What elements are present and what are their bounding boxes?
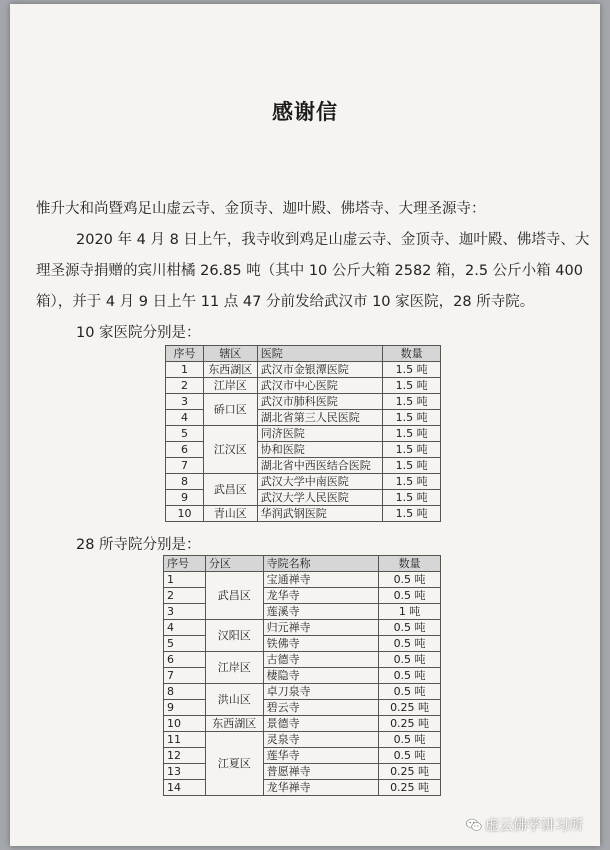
cell-district: 东西湖区	[205, 716, 263, 732]
cell-temple: 碧云寺	[263, 700, 378, 716]
wechat-icon	[466, 818, 482, 832]
header-index: 序号	[166, 346, 204, 362]
table-row	[164, 684, 441, 700]
cell-quantity: 0.5 吨	[379, 572, 441, 588]
cell-district: 汉阳区	[205, 620, 263, 652]
watermark	[466, 815, 583, 835]
header-district: 辖区	[203, 346, 257, 362]
cell-district: 江夏区	[205, 732, 263, 796]
cell-index: 5	[164, 636, 206, 652]
salutation: 惟升大和尚暨鸡足山虚云寺、金顶寺、迦叶殿、佛塔寺、大理圣源寺：	[36, 201, 486, 217]
cell-hospital: 湖北省中西医结合医院	[257, 458, 382, 474]
table-row	[164, 636, 441, 652]
cell-index: 10	[166, 506, 204, 522]
table-row	[166, 506, 441, 522]
header-quantity: 数量	[383, 346, 441, 362]
cell-quantity: 1.5 吨	[383, 490, 441, 506]
cell-temple: 归元禅寺	[263, 620, 378, 636]
cell-temple: 普愿禅寺	[263, 764, 378, 780]
table-row	[164, 588, 441, 604]
cell-index: 3	[164, 604, 206, 620]
cell-index: 11	[164, 732, 206, 748]
cell-district: 青山区	[203, 506, 257, 522]
cell-index: 5	[166, 426, 204, 442]
cell-quantity: 0.5 吨	[379, 732, 441, 748]
cell-district: 东西湖区	[203, 362, 257, 378]
table-row	[164, 652, 441, 668]
cell-index: 7	[166, 458, 204, 474]
cell-temple: 卓刀泉寺	[263, 684, 378, 700]
cell-quantity: 0.5 吨	[379, 748, 441, 764]
cell-index: 1	[164, 572, 206, 588]
cell-temple: 宝通禅寺	[263, 572, 378, 588]
cell-index: 2	[166, 378, 204, 394]
cell-hospital: 武汉大学人民医院	[257, 490, 382, 506]
watermark-text: 虚云佛学讲习所	[485, 818, 583, 834]
cell-index: 6	[164, 652, 206, 668]
cell-temple: 莲溪寺	[263, 604, 378, 620]
cell-district: 武昌区	[205, 572, 263, 620]
cell-quantity: 0.25 吨	[379, 700, 441, 716]
cell-hospital: 武汉市中心医院	[257, 378, 382, 394]
cell-district: 江汉区	[203, 426, 257, 474]
cell-index: 8	[166, 474, 204, 490]
temple-table	[163, 555, 441, 796]
table-row	[164, 748, 441, 764]
temple-intro: 28 所寺院分别是：	[76, 537, 201, 553]
cell-temple: 铁佛寺	[263, 636, 378, 652]
cell-quantity: 1.5 吨	[383, 506, 441, 522]
table-row	[164, 668, 441, 684]
cell-index: 4	[164, 620, 206, 636]
temple-header-row	[164, 556, 441, 572]
table-row	[164, 716, 441, 732]
cell-district: 江岸区	[203, 378, 257, 394]
cell-index: 13	[164, 764, 206, 780]
cell-quantity: 0.25 吨	[379, 764, 441, 780]
cell-quantity: 0.5 吨	[379, 684, 441, 700]
cell-temple: 景德寺	[263, 716, 378, 732]
hospital-intro: 10 家医院分别是：	[76, 325, 201, 341]
cell-quantity: 1.5 吨	[383, 362, 441, 378]
cell-index: 4	[166, 410, 204, 426]
cell-index: 2	[164, 588, 206, 604]
cell-temple: 龙华禅寺	[263, 780, 378, 796]
cell-temple: 莲华寺	[263, 748, 378, 764]
cell-quantity: 1.5 吨	[383, 474, 441, 490]
cell-hospital: 武汉大学中南医院	[257, 474, 382, 490]
cell-hospital: 同济医院	[257, 426, 382, 442]
cell-quantity: 0.5 吨	[379, 620, 441, 636]
header-temple: 寺院名称	[263, 556, 378, 572]
hospital-header-row	[166, 346, 441, 362]
cell-quantity: 1.5 吨	[383, 394, 441, 410]
table-row	[166, 426, 441, 442]
cell-index: 3	[166, 394, 204, 410]
header-index: 序号	[164, 556, 206, 572]
cell-quantity: 1.5 吨	[383, 442, 441, 458]
cell-quantity: 1 吨	[379, 604, 441, 620]
cell-district: 洪山区	[205, 684, 263, 716]
cell-quantity: 0.5 吨	[379, 588, 441, 604]
cell-index: 1	[166, 362, 204, 378]
header-hospital: 医院	[257, 346, 382, 362]
cell-hospital: 湖北省第三人民医院	[257, 410, 382, 426]
cell-index: 10	[164, 716, 206, 732]
cell-temple: 龙华寺	[263, 588, 378, 604]
cell-quantity: 0.25 吨	[379, 716, 441, 732]
cell-quantity: 0.5 吨	[379, 652, 441, 668]
table-row	[164, 764, 441, 780]
cell-temple: 灵泉寺	[263, 732, 378, 748]
table-row	[164, 700, 441, 716]
cell-index: 6	[166, 442, 204, 458]
cell-index: 8	[164, 684, 206, 700]
cell-temple: 棲隐寺	[263, 668, 378, 684]
cell-quantity: 0.5 吨	[379, 636, 441, 652]
cell-quantity: 0.25 吨	[379, 780, 441, 796]
cell-index: 9	[164, 700, 206, 716]
cell-index: 12	[164, 748, 206, 764]
cell-quantity: 1.5 吨	[383, 378, 441, 394]
cell-district: 江岸区	[205, 652, 263, 684]
cell-quantity: 1.5 吨	[383, 458, 441, 474]
cell-index: 14	[164, 780, 206, 796]
cell-hospital: 华润武钢医院	[257, 506, 382, 522]
table-row	[166, 474, 441, 490]
cell-quantity: 1.5 吨	[383, 426, 441, 442]
body-line-2: 理圣源寺捐赠的宾川柑橘 26.85 吨（其中 10 公斤大箱 2582 箱，2.5 公斤小箱 400	[36, 263, 583, 279]
hospital-table	[165, 345, 441, 522]
cell-hospital: 武汉市金银潭医院	[257, 362, 382, 378]
body-line-1: 2020 年 4 月 8 日上午，我寺收到鸡足山虚云寺、金顶寺、迦叶殿、佛塔寺、大	[76, 232, 590, 248]
header-district: 分区	[205, 556, 263, 572]
cell-hospital: 武汉市肺科医院	[257, 394, 382, 410]
table-row	[166, 362, 441, 378]
cell-quantity: 0.5 吨	[379, 668, 441, 684]
cell-district: 武昌区	[203, 474, 257, 506]
table-row	[164, 572, 441, 588]
table-row	[164, 620, 441, 636]
cell-index: 7	[164, 668, 206, 684]
cell-hospital: 协和医院	[257, 442, 382, 458]
cell-index: 9	[166, 490, 204, 506]
table-row	[164, 732, 441, 748]
table-row	[164, 780, 441, 796]
body-line-3: 箱），并于 4 月 9 日上午 11 点 47 分前发给武汉市 10 家医院，28 所寺院。	[36, 294, 535, 310]
letter-title: 感谢信	[272, 100, 338, 124]
table-row	[166, 394, 441, 410]
cell-district: 硚口区	[203, 394, 257, 426]
header-quantity: 数量	[379, 556, 441, 572]
cell-quantity: 1.5 吨	[383, 410, 441, 426]
cell-temple: 古德寺	[263, 652, 378, 668]
table-row	[164, 604, 441, 620]
table-row	[166, 378, 441, 394]
